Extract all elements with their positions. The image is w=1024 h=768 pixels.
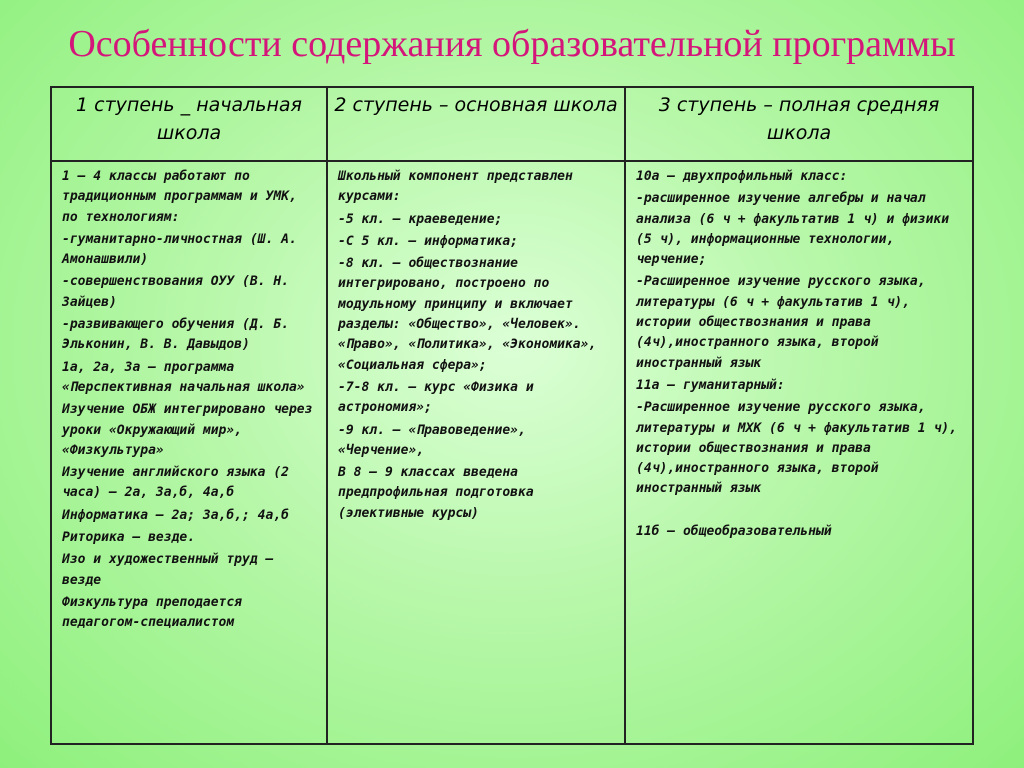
cell-primary-school [51,161,327,744]
spacer [636,502,962,522]
list-item: Информатика – 2а; 3а,б,; 4а,б [62,507,289,523]
list-item: 11а – гуманитарный: [636,377,785,393]
list-item: Школьный компонент представлен курсами: [338,169,573,205]
list-item: -5 кл. – краеведение; [338,211,503,227]
list-item: -9 кл. – «Правоведение», «Черчение», [338,422,526,458]
column-header-stage-1: 1 ступень _ начальная школа [51,87,327,161]
content-row [51,161,973,744]
list-item: -С 5 кл. – информатика; [338,233,519,249]
list-item: 1а, 2а, 3а – программа «Перспективная начальная школа» [62,359,305,395]
program-table [50,86,974,745]
list-item: -Расширенное изучение русского языка, литературы и МХК (6 ч + факультатив 1 ч), истории обществознания и права (4ч),иностранного языка, второй иностранный язык [636,400,957,497]
list-item: Изо и художественный труд – везде [62,552,274,588]
column-header-stage-2: 2 ступень – основная школа [327,87,625,161]
list-item: -развивающего обучения (Д. Б. Эльконин, В. В. Давыдов) [62,317,289,353]
cell-basic-school [327,161,625,744]
list-item: -гуманитарно-личностная (Ш. А. Амонашвили) [62,231,297,268]
list-item: В 8 – 9 классах введена предпрофильная подготовка (элективные курсы) [338,465,534,521]
cell-high-school [625,161,973,744]
header-row [51,87,973,161]
list-item: -совершенствования ОУУ (В. Н. Зайцев) [62,274,289,310]
list-item: -Расширенное изучение русского языка, литературы (6 ч + факультатив 1 ч), истории обществознания и права (4ч),иностранного языка, второй иностранный язык [636,274,926,371]
list-item: 10а – двухпрофильный класс: [636,169,848,184]
list-item: Изучение английского языка (2 часа) – 2а, 3а,б, 4а,б [62,465,289,501]
list-item: -расширенное изучение алгебры и начал анализа (6 ч + факультатив 1 ч) и физики (5 ч), информационные технологии, черчение; [636,191,950,268]
list-item: Изучение ОБЖ интегрировано через уроки «Окружающий мир», «Физкультура» [62,402,313,458]
list-item: Физкультура преподается педагогом-специалистом [62,594,243,631]
list-item: -8 кл. – обществознание интегрировано, построено по модульному принципу и включает разделы: «Общество», «Человек». «Право», «Политика», «Экономика», «Социальная сфера»; [338,256,597,373]
list-item: Риторика – везде. [62,530,196,546]
page-title: Особенности содержания образовательной программы [68,23,956,65]
column-header-stage-3: 3 ступень – полная средняя школа [625,87,973,161]
list-item: -7-8 кл. – курс «Физика и астрономия»; [338,379,534,416]
list-item: 1 – 4 классы работают по традиционным программам и УМК, по технологиям: [62,169,297,225]
list-item: 11б – общеобразовательный [636,523,832,539]
